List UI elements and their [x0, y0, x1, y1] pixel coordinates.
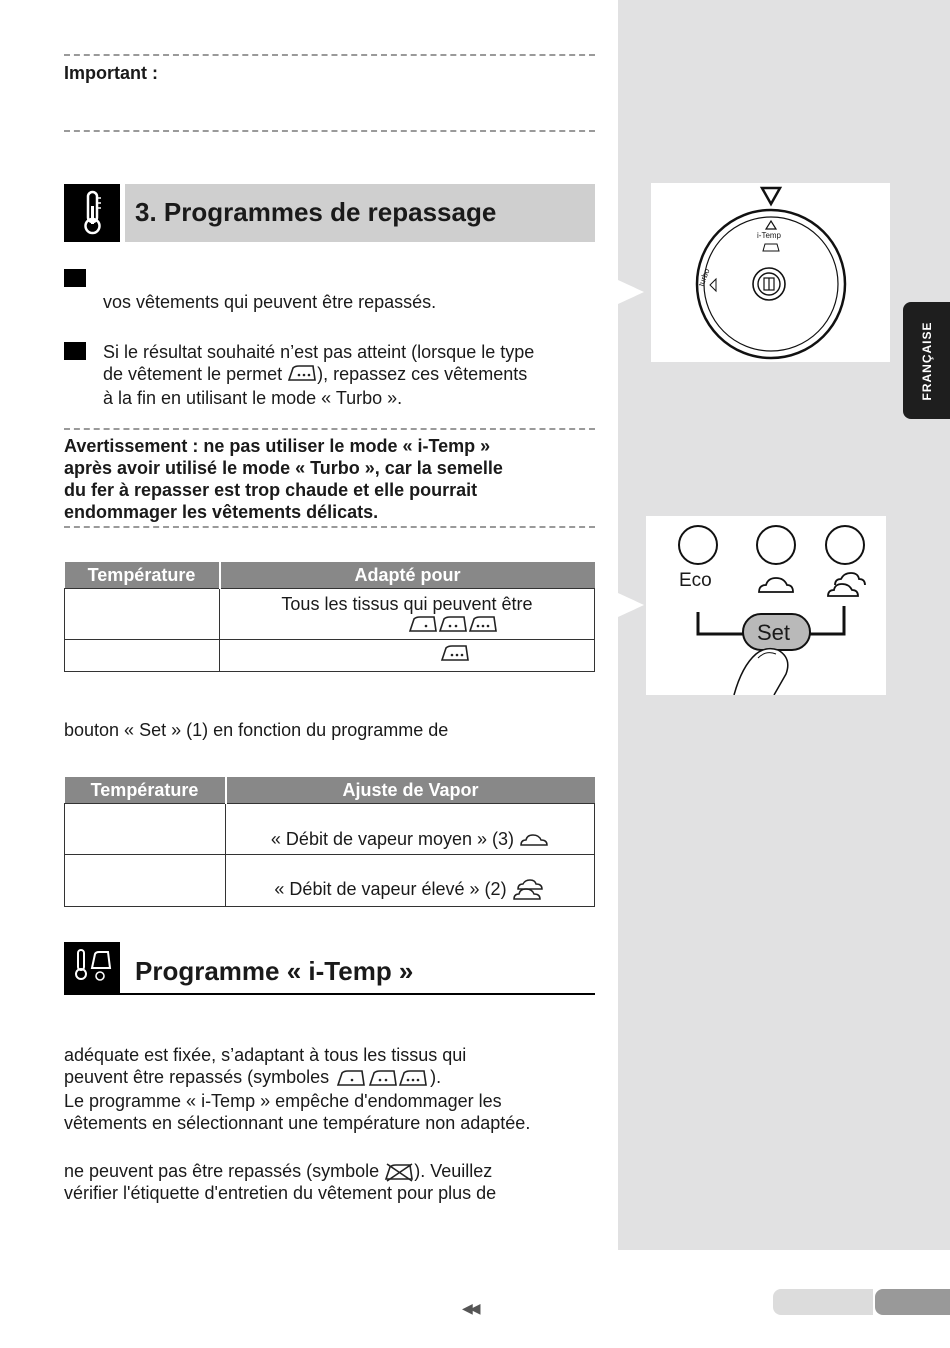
buttons-illustration: [646, 516, 886, 695]
bullet2-line2: [103, 363, 598, 387]
itemp-icon: [64, 942, 120, 994]
iron-symbols: [220, 615, 594, 635]
page-tab-dark: [875, 1289, 950, 1315]
set-button-label: Set: [757, 620, 791, 645]
table-header: Ajuste de Vapor: [226, 777, 595, 804]
table-cell: [226, 804, 595, 855]
itemp-text: ).: [430, 1067, 442, 1087]
thermometer-icon: [64, 184, 120, 242]
iron-two-dots-icon: [287, 364, 317, 387]
table-cell: [65, 589, 220, 640]
no-iron-icon: [384, 1162, 414, 1182]
steam-high-icon: [512, 878, 546, 902]
itemp-paragraph: [64, 1160, 595, 1204]
language-tab[interactable]: [903, 302, 950, 419]
section-title: 3. Programmes de repassage: [135, 197, 497, 227]
bullet2-text: [103, 341, 598, 409]
warning-line: après avoir utilisé le mode « Turbo », car la semelle: [64, 458, 503, 478]
table-cell: [65, 804, 226, 855]
itemp-line: [64, 1160, 595, 1182]
table-row: [65, 640, 595, 672]
itemp-title: Programme « i-Temp »: [135, 956, 414, 986]
divider: [64, 130, 595, 132]
table-header: Température: [65, 777, 226, 804]
bullet-marker: [64, 269, 86, 287]
temperature-table: [64, 562, 595, 672]
itemp-text: peuvent être repassés (symboles: [64, 1067, 330, 1087]
table-cell: [220, 589, 595, 640]
dial-illustration: [651, 183, 890, 362]
itemp-text: ne peuvent pas être repassés (symbole: [64, 1161, 380, 1181]
bullet2-line2a: de vêtement le permet: [103, 364, 283, 384]
warning-line: Avertissement : ne pas utiliser le mode « i-Temp »: [64, 436, 491, 456]
table-header: Température: [65, 562, 220, 589]
eco-label: Eco: [679, 570, 712, 591]
warning-line: endommager les vêtements délicats.: [64, 502, 379, 522]
table-row: [65, 804, 595, 855]
itemp-line: Le programme « i-Temp » empêche d'endommager les: [64, 1091, 502, 1111]
iron-symbols-icon: [408, 615, 498, 633]
divider: [64, 526, 595, 528]
itemp-line: adéquate est fixée, s’adaptant à tous les tissus qui: [64, 1045, 467, 1065]
bullet-marker: [64, 342, 86, 360]
steam-medium-icon: [519, 832, 549, 848]
warning-text: [64, 435, 595, 523]
table-row: [65, 855, 595, 907]
table-row: [65, 589, 595, 640]
itemp-dial-label: i-Temp: [757, 231, 782, 240]
divider: [64, 993, 595, 995]
bullet1-text: vos vêtements qui peuvent être repassés.: [103, 292, 437, 312]
table-cell: [65, 640, 220, 672]
table-cell-text: « Débit de vapeur élevé » (2): [274, 878, 507, 899]
iron-symbols-icon: [334, 1069, 430, 1087]
table-cell: [65, 855, 226, 907]
itemp-paragraph: [64, 1044, 595, 1134]
bullet2-line1: Si le résultat souhaité n’est pas atteint (lorsque le type: [103, 342, 535, 362]
itemp-line: vérifier l'étiquette d'entretien du vêtement pour plus de: [64, 1183, 497, 1204]
iron-three-dots-icon: [440, 644, 470, 662]
bullet2-line3: à la fin en utilisant le mode « Turbo ».: [103, 387, 403, 408]
table-cell: [226, 855, 595, 907]
table-header: Adapté pour: [220, 562, 595, 589]
itemp-line: [64, 1066, 595, 1088]
turbo-dial-label: turbo: [696, 267, 712, 288]
warning-line: du fer à repasser est trop chaude et elle pourrait: [64, 480, 478, 500]
bullet2-line2b: ), repassez ces vêtements: [317, 364, 528, 384]
nav-arrows-icon[interactable]: ◀◀: [462, 1300, 478, 1316]
divider: [64, 428, 595, 430]
pointer-arrow: [618, 280, 644, 304]
table-cell-text: « Débit de vapeur moyen » (3): [270, 829, 515, 849]
set-text: bouton « Set » (1) en fonction du programme de: [64, 720, 449, 740]
language-tab-label: FRANÇAISE: [919, 320, 934, 401]
itemp-line: vêtements en sélectionnant une température non adaptée.: [64, 1113, 531, 1133]
itemp-text: ). Veuillez: [414, 1161, 493, 1181]
steam-table: [64, 777, 595, 907]
divider: [64, 54, 595, 56]
page-tab-light: [773, 1289, 873, 1315]
important-label: Important :: [64, 63, 158, 83]
pointer-arrow: [618, 593, 644, 617]
table-cell-text: Tous les tissus qui peuvent être: [281, 593, 533, 614]
table-cell: [220, 640, 595, 672]
